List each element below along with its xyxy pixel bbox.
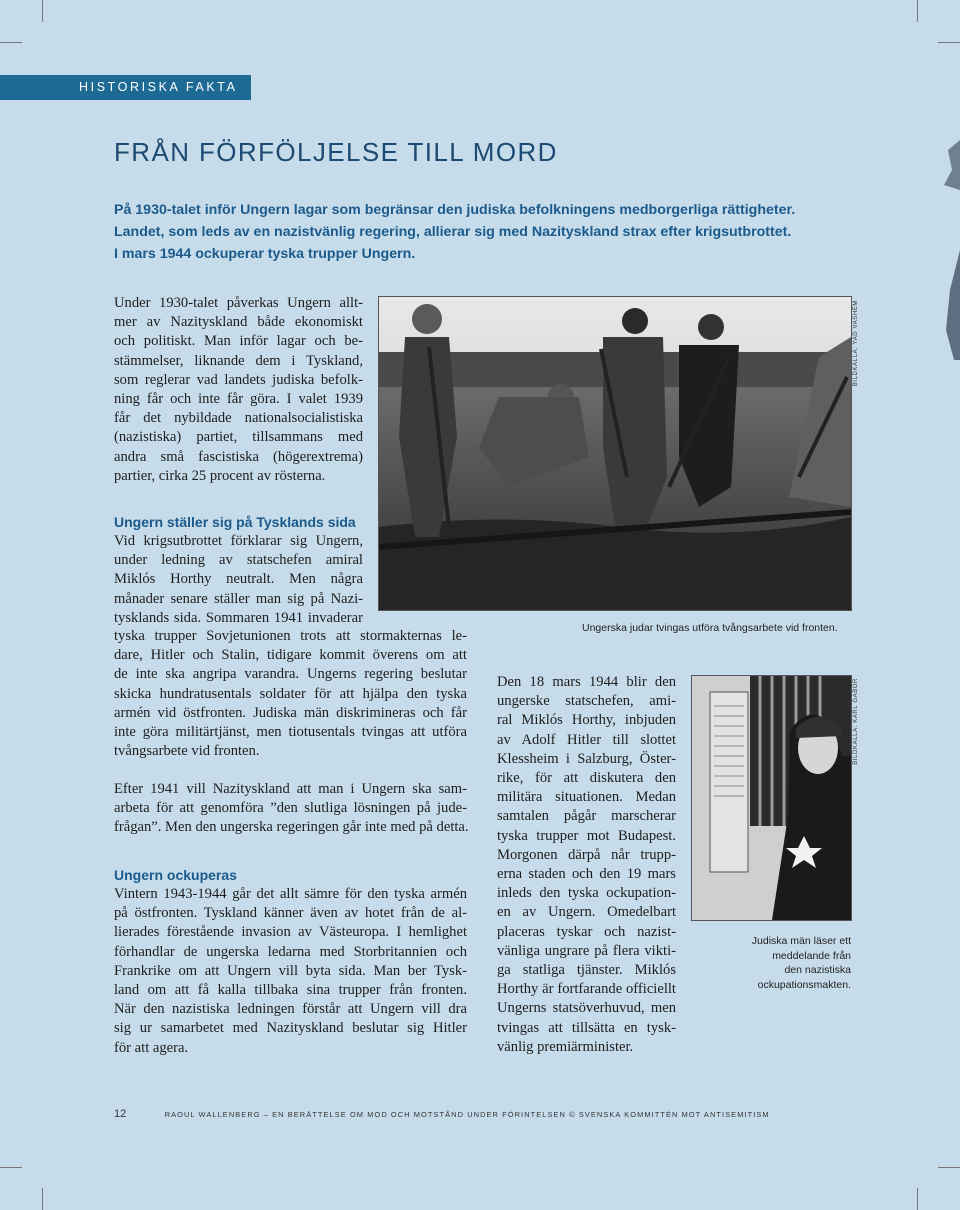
text-line: får det nybildade nationalsocialistiska <box>114 410 363 427</box>
text-line: tyska trupper mot Budapest. <box>497 827 676 844</box>
text-line: ungerske statschefen, ami- <box>497 693 676 710</box>
caption-line: Judiska män läser ett <box>751 935 851 947</box>
crop-mark <box>938 42 960 43</box>
notice-reading-photo <box>691 675 852 921</box>
text-line: land om att få kalla tillbaka sina trupper från fronten. <box>114 982 467 999</box>
text-line: ga statliga tjänster. Miklós <box>497 962 676 979</box>
text-line: Morgonen därpå når trupp- <box>497 846 676 863</box>
text-line: tvingas att tillsätta en tysk- <box>497 1019 676 1036</box>
text-line: Ungerns statsöverhuvud, men <box>497 1000 676 1017</box>
text-line: När den nazistiska ledningen förstår att Ungern vill dra <box>114 1001 467 1018</box>
photo-caption: Ungerska judar tvingas utföra tvångsarbete vid fronten. <box>582 622 838 634</box>
text-line: armén vid östfronten. Judiska män diskrimineras och får <box>114 704 467 721</box>
text-line: Miklós Horthy neutralt. Men några <box>114 571 363 588</box>
text-line: Under 1930-talet påverkas Ungern allt- <box>114 295 363 311</box>
text-line: tysklands sida. Sommaren 1941 invaderar <box>114 609 363 626</box>
text-line: inte göra militärtjänst, men tiotusentals tvingas att utföra <box>114 724 467 741</box>
photo-credit: BILDKÄLLA: KARL GABOR <box>853 678 859 765</box>
text-line: placeras tyskar och nazist- <box>497 923 676 940</box>
text-line: militära situationen. Medan <box>497 789 676 806</box>
text-line: vänlig premiärminister. <box>497 1038 634 1055</box>
page-title: FRÅN FÖRFÖLJELSE TILL MORD <box>114 137 558 167</box>
crop-mark <box>42 1188 43 1210</box>
section-heading-1-block <box>114 512 363 628</box>
text-line: på östfronten. Tyskland känner även av hotet från de al- <box>114 905 467 922</box>
section-2-block <box>114 865 467 1058</box>
footer-text: RAOUL WALLENBERG – EN BERÄTTELSE OM MOD OCH MOTSTÅND UNDER FÖRINTELSEN © SVENSKA KOMMITTÉN MOT ANTISEMITISM <box>164 1110 770 1119</box>
text-line: av Adolf Hitler till slottet <box>497 731 676 748</box>
section-1-wide-text <box>114 627 467 761</box>
text-line: rike, för att diskutera den <box>497 770 676 787</box>
page-number: 12 <box>114 1108 127 1120</box>
text-line: de inte ska angripa varandra. Ungerns regering beslutar <box>114 666 467 683</box>
caption-line: meddelande från <box>772 949 851 962</box>
text-line: under ledning av statschefen amiral <box>114 552 363 569</box>
text-line: Frankrike om att Ungern vill byta sida. Man ber Tysk- <box>114 962 467 979</box>
text-line: Efter 1941 vill Nazityskland att man i Ungern ska sam- <box>114 781 467 797</box>
text-line: frågan”. Men den ungerska regeringen går inte med på detta. <box>114 819 469 836</box>
text-line: Vid krigsutbrottet förklarar sig Ungern, <box>114 533 363 549</box>
text-line: för att agera. <box>114 1039 189 1056</box>
caption-line: ockupationsmakten. <box>757 978 851 991</box>
section-tag: HISTORISKA FAKTA <box>0 75 251 100</box>
text-line: Den 18 mars 1944 blir den <box>497 674 676 690</box>
text-line: partier, cirka 25 procent av rösterna. <box>114 467 326 484</box>
text-line: Vintern 1943-1944 går det allt sämre för den tyska armén <box>114 886 467 902</box>
crop-mark <box>917 1188 918 1210</box>
text-line: ral Miklós Horthy, inbjuden <box>497 712 676 729</box>
text-line: samtalen pågår marscherar <box>497 808 676 825</box>
text-line: som reglerar vad landets judiska befolk- <box>114 371 363 388</box>
text-line: mer av Nazityskland både ekonomiskt <box>114 314 363 331</box>
text-line: ning får och inte får göra. I valet 1939 <box>114 391 363 408</box>
text-line: vänliga ungrare på flera vikti- <box>497 942 676 959</box>
text-line: Klessheim i Salzburg, Öster- <box>497 750 676 767</box>
section-heading: Ungern ställer sig på Tysklands sida <box>114 514 356 530</box>
forced-labour-photo <box>378 296 852 611</box>
section-heading: Ungern ockuperas <box>114 867 237 883</box>
section-1-paragraph-2 <box>114 780 467 838</box>
photo-credit: BILDKÄLLA: YAD VASHEM <box>853 300 859 387</box>
lead-line: Landet, som leds av en nazistvänlig regering, allierar sig med Nazityskland strax efter krigsutbrottet. <box>114 224 792 240</box>
crop-mark <box>0 1167 22 1168</box>
caption-line: den nazistiska <box>784 964 851 977</box>
lead-line: I mars 1944 ockuperar tyska trupper Ungern. <box>114 246 416 262</box>
crop-mark <box>938 1167 960 1168</box>
text-line: skicka hundratusentals soldater för att hjälpa den tyska <box>114 685 467 702</box>
text-line: arbeta för att genomföra ”den slutliga lösningen på jude- <box>114 800 467 817</box>
page-footer <box>114 1104 770 1122</box>
crop-mark <box>42 0 43 22</box>
text-line: och politiskt. Man inför lagar och be- <box>114 333 363 350</box>
text-line: månader senare ställer man sig på Nazi- <box>114 590 363 607</box>
text-line: förhandlar de ungerska ledarna med Storbritannien och <box>114 943 467 960</box>
text-line: sig ur samarbetet med Nazityskland beslutar sig Hitler <box>114 1020 467 1037</box>
text-line: en av Ungern. Omedelbart <box>497 904 676 921</box>
text-line: Horthy är fortfarande officiellt <box>497 981 676 998</box>
bleed-image-fragment <box>940 130 960 360</box>
text-line: tvångsarbete vid fronten. <box>114 743 260 760</box>
text-line: inleds den tyska ockupation- <box>497 885 676 902</box>
intro-paragraph <box>114 294 363 486</box>
text-line: andra små fascistiska (högerextrema) <box>114 448 363 465</box>
lead-paragraph <box>114 199 814 265</box>
lead-line: På 1930-talet inför Ungern lagar som begränsar den judiska befolkningens medborgerliga rättigheter. <box>114 202 796 218</box>
text-line: erna staden och den 19 mars <box>497 866 676 883</box>
text-line: lierades förestående invasion av Västeuropa. I hemlighet <box>114 924 467 941</box>
text-line: tyska trupper Sovjetunionen trots att stormakternas le- <box>114 628 467 644</box>
text-line: stämmelser, liknande dem i Tyskland, <box>114 352 363 369</box>
photo-caption <box>726 934 851 992</box>
text-line: (nazistiska) partiet, tillsammans med <box>114 429 363 446</box>
crop-mark <box>917 0 918 22</box>
right-column-text <box>497 673 676 1057</box>
crop-mark <box>0 42 22 43</box>
text-line: dare, Hitler och Stalin, tidigare kommit överens om att <box>114 647 467 664</box>
